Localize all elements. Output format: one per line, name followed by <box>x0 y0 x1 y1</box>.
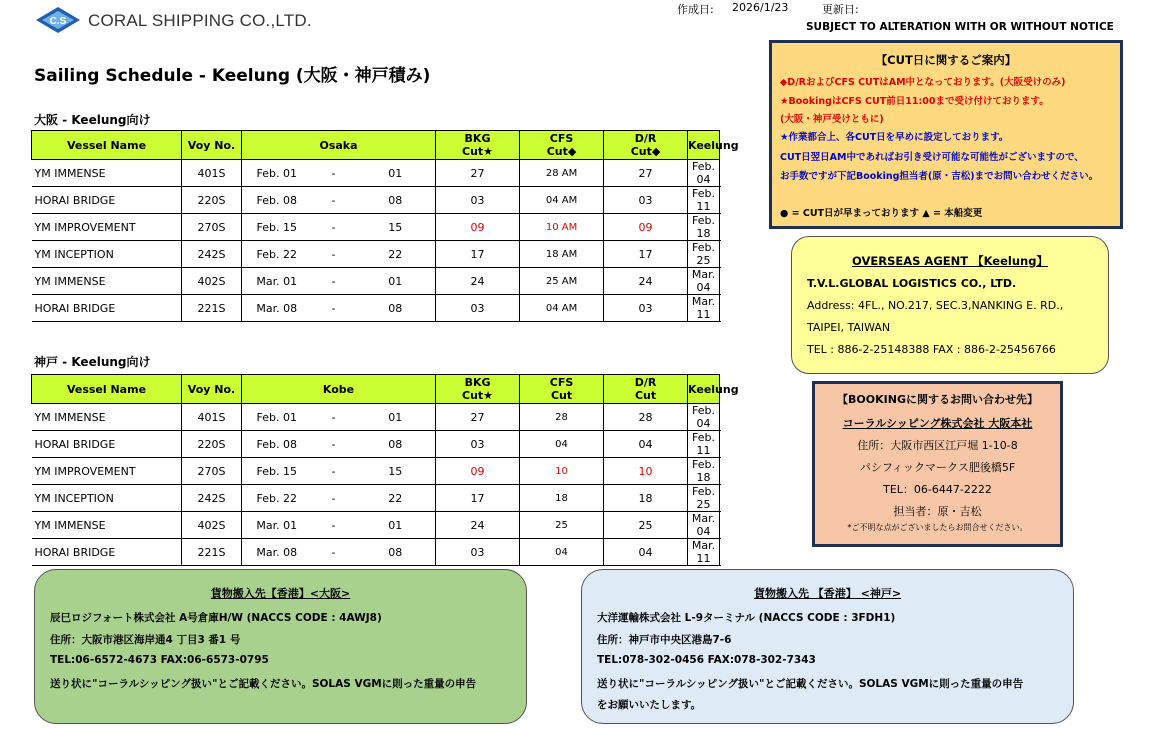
created-label: 作成日: <box>677 3 714 16</box>
vessel-name-cell: HORAI BRIDGE <box>32 431 182 458</box>
company-name: CORAL SHIPPING CO.,LTD. <box>88 11 312 30</box>
booking-contact-box <box>812 381 1063 547</box>
dr-cut-cell: 03 <box>604 187 688 214</box>
dr-cut-label: D/R Cut◆ <box>630 132 661 158</box>
departure-day-cell: 22 <box>356 241 436 268</box>
col-keelung: Keelung <box>688 375 720 404</box>
kobe-destination-title: 貨物搬入先 【香港】 <神戸> <box>753 587 902 600</box>
booking-contact-person: 担当者：原・吉松 <box>893 505 982 518</box>
table-row <box>32 431 720 458</box>
cfs-cut-cell: 25 AM <box>520 268 604 295</box>
logo-letters: C.S <box>49 16 67 27</box>
dr-cut-cell: 25 <box>604 512 688 539</box>
vessel-name-cell: HORAI BRIDGE <box>32 295 182 322</box>
keelung-arrival-cell: Feb. 04 <box>688 160 720 187</box>
departure-date-cell: Mar. 08 <box>242 295 312 322</box>
col-port: Kobe <box>242 375 436 404</box>
table-row <box>32 539 720 566</box>
departure-date-cell: Feb. 15 <box>242 458 312 485</box>
cfs-cut-cell: 10 <box>520 458 604 485</box>
table-row <box>32 458 720 485</box>
vessel-name-cell: YM IMMENSE <box>32 512 182 539</box>
dr-cut-cell: 28 <box>604 404 688 431</box>
departure-day-cell: 15 <box>356 458 436 485</box>
vessel-name-cell: YM INCEPTION <box>32 485 182 512</box>
alteration-notice: SUBJECT TO ALTERATION WITH OR WITHOUT NOTICE <box>806 21 1114 33</box>
kobe-schedule-table <box>31 374 739 566</box>
voy-no-cell: 220S <box>182 187 242 214</box>
osaka-destination-address: 住所：大阪市港区海岸通4 丁目3 番1 号 <box>50 634 241 646</box>
osaka-destination-title: 貨物搬入先【香港】<大阪> <box>210 587 351 600</box>
company-logo-icon <box>36 7 80 33</box>
agent-address: Address: 4FL., NO.217, SEC.3,NANKING E. RD., <box>807 299 1064 312</box>
osaka-destination-note: 送り状に"コーラルシッピング扱い"とご記載ください。SOLAS VGMに則った重量の申告 <box>50 678 477 690</box>
agent-title: OVERSEAS AGENT 【Keelung】 <box>852 254 1048 268</box>
kobe-section-title: 神戸 - Keelung向け <box>34 355 151 369</box>
departure-day-cell: 22 <box>356 485 436 512</box>
departure-day-cell: 01 <box>356 268 436 295</box>
bkg-cut-cell: 03 <box>436 187 520 214</box>
cut-info-line: ◆D/RおよびCFS CUTはAM中となっております。(大阪受けのみ) <box>780 77 1066 88</box>
table-row <box>32 160 720 187</box>
cfs-cut-cell: 18 <box>520 485 604 512</box>
voy-no-cell: 220S <box>182 431 242 458</box>
col-cfs-cut <box>520 131 604 160</box>
overseas-agent-box <box>791 236 1109 374</box>
departure-date-cell: Feb. 08 <box>242 431 312 458</box>
col-dr-cut <box>604 131 688 160</box>
agent-name: T.V.L.GLOBAL LOGISTICS CO., LTD. <box>807 277 1017 290</box>
col-cfs-cut <box>520 375 604 404</box>
voy-no-cell: 401S <box>182 404 242 431</box>
col-keelung: Keelung <box>688 131 720 160</box>
table-row <box>32 512 720 539</box>
voy-no-cell: 270S <box>182 458 242 485</box>
vessel-name-cell: YM IMPROVEMENT <box>32 458 182 485</box>
bkg-cut-label: BKG Cut★ <box>462 376 494 402</box>
col-vessel-name: Vessel Name <box>32 375 182 404</box>
departure-day-cell: 08 <box>356 295 436 322</box>
date-separator-cell: - <box>312 268 356 295</box>
departure-date-cell: Feb. 08 <box>242 187 312 214</box>
created-date: 2026/1/23 <box>732 1 789 14</box>
table-row <box>32 295 720 322</box>
voy-no-cell: 242S <box>182 241 242 268</box>
bkg-cut-label: BKG Cut★ <box>462 132 494 158</box>
cfs-cut-cell: 28 AM <box>520 160 604 187</box>
date-separator-cell: - <box>312 485 356 512</box>
bkg-cut-cell: 09 <box>436 214 520 241</box>
dr-cut-cell: 03 <box>604 295 688 322</box>
date-separator-cell: - <box>312 241 356 268</box>
keelung-arrival-cell: Mar. 04 <box>688 512 720 539</box>
bkg-cut-cell: 03 <box>436 431 520 458</box>
kobe-destination-phone: TEL:078-302-0456 FAX:078-302-7343 <box>597 654 816 666</box>
table-row <box>32 241 720 268</box>
cfs-cut-cell: 28 <box>520 404 604 431</box>
vessel-name-cell: YM IMMENSE <box>32 160 182 187</box>
cut-legend: ● = CUT日が早まっております ▲ = 本船変更 <box>780 208 983 219</box>
vessel-name-cell: YM IMMENSE <box>32 404 182 431</box>
keelung-arrival-cell: Feb. 18 <box>688 214 720 241</box>
col-dr-cut <box>604 375 688 404</box>
bkg-cut-cell: 17 <box>436 485 520 512</box>
osaka-destination-phone: TEL:06-6572-4673 FAX:06-6573-0795 <box>50 654 269 666</box>
cfs-cut-cell: 04 <box>520 539 604 566</box>
cfs-cut-cell: 25 <box>520 512 604 539</box>
cfs-cut-cell: 18 AM <box>520 241 604 268</box>
date-separator-cell: - <box>312 187 356 214</box>
cut-info-box <box>769 40 1123 229</box>
booking-title: 【BOOKINGに関するお問い合わせ先】 <box>837 393 1038 406</box>
dr-cut-cell: 27 <box>604 160 688 187</box>
keelung-arrival-cell: Mar. 11 <box>688 295 720 322</box>
dr-cut-label: D/R Cut <box>634 376 657 402</box>
kobe-destination-company: 大洋運輸株式会社 L-9ターミナル (NACCS CODE : 3FDH1) <box>597 612 896 624</box>
col-vessel-name: Vessel Name <box>32 131 182 160</box>
cut-info-title: 【CUT日に関するご案内】 <box>875 53 1017 67</box>
osaka-destination-box <box>34 569 527 724</box>
departure-date-cell: Feb. 22 <box>242 485 312 512</box>
departure-day-cell: 01 <box>356 160 436 187</box>
table-row <box>32 268 720 295</box>
table-row <box>32 187 720 214</box>
osaka-destination-company: 辰巳ロジフォート株式会社 A号倉庫H/W (NACCS CODE : 4AWJ8) <box>50 612 382 624</box>
keelung-arrival-cell: Mar. 11 <box>688 539 720 566</box>
cut-info-line: お手数ですが下記Booking担当者(原・吉松)までお問い合わせください。 <box>780 171 1099 182</box>
booking-company: コーラルシッピング株式会社 大阪本社 <box>842 417 1033 430</box>
col-bkg-cut <box>436 131 520 160</box>
date-separator-cell: - <box>312 539 356 566</box>
bkg-cut-cell: 09 <box>436 458 520 485</box>
voy-no-cell: 221S <box>182 295 242 322</box>
cfs-cut-cell: 10 AM <box>520 214 604 241</box>
dr-cut-cell: 09 <box>604 214 688 241</box>
voy-no-cell: 242S <box>182 485 242 512</box>
osaka-schedule-table <box>31 130 739 322</box>
date-separator-cell: - <box>312 431 356 458</box>
table-row <box>32 485 720 512</box>
keelung-arrival-cell: Feb. 04 <box>688 404 720 431</box>
voy-no-cell: 270S <box>182 214 242 241</box>
date-separator-cell: - <box>312 214 356 241</box>
departure-day-cell: 08 <box>356 431 436 458</box>
kobe-destination-address: 住所：神戸市中央区港島7-6 <box>597 634 732 646</box>
osaka-section-title: 大阪 - Keelung向け <box>34 113 151 127</box>
bkg-cut-cell: 27 <box>436 404 520 431</box>
bkg-cut-cell: 17 <box>436 241 520 268</box>
keelung-arrival-cell: Feb. 11 <box>688 187 720 214</box>
bkg-cut-cell: 24 <box>436 268 520 295</box>
departure-day-cell: 01 <box>356 512 436 539</box>
bkg-cut-cell: 24 <box>436 512 520 539</box>
keelung-arrival-cell: Mar. 04 <box>688 268 720 295</box>
col-voy-no: Voy No. <box>182 375 242 404</box>
cfs-cut-cell: 04 AM <box>520 295 604 322</box>
cfs-cut-label: CFS Cut◆ <box>546 132 577 158</box>
dr-cut-cell: 04 <box>604 431 688 458</box>
kobe-destination-box <box>581 569 1074 724</box>
date-separator-cell: - <box>312 160 356 187</box>
vessel-name-cell: HORAI BRIDGE <box>32 187 182 214</box>
booking-note: *ご不明な点がございましたらお問合せください。 <box>847 523 1028 532</box>
booking-phone: TEL：06-6447-2222 <box>883 483 992 496</box>
date-separator-cell: - <box>312 512 356 539</box>
departure-date-cell: Mar. 01 <box>242 512 312 539</box>
kobe-destination-note-cont: をお願いいたします。 <box>597 699 702 711</box>
departure-date-cell: Feb. 15 <box>242 214 312 241</box>
bkg-cut-cell: 03 <box>436 295 520 322</box>
table-row <box>32 214 720 241</box>
dr-cut-cell: 17 <box>604 241 688 268</box>
cfs-cut-cell: 04 AM <box>520 187 604 214</box>
vessel-name-cell: YM IMPROVEMENT <box>32 214 182 241</box>
date-separator-cell: - <box>312 295 356 322</box>
bkg-cut-cell: 27 <box>436 160 520 187</box>
date-separator-cell: - <box>312 404 356 431</box>
cfs-cut-cell: 04 <box>520 431 604 458</box>
departure-date-cell: Feb. 01 <box>242 404 312 431</box>
booking-address: 住所：大阪市西区江戸堀 1-10-8 <box>857 439 1018 452</box>
date-separator-cell: - <box>312 458 356 485</box>
keelung-arrival-cell: Feb. 25 <box>688 241 720 268</box>
col-bkg-cut <box>436 375 520 404</box>
cut-info-line: ★BookingはCFS CUT前日11:00まで受け付けております。 <box>780 96 1049 107</box>
table-row <box>32 404 720 431</box>
departure-date-cell: Mar. 08 <box>242 539 312 566</box>
agent-phone: TEL : 886-2-25148388 FAX : 886-2-25456766 <box>807 343 1056 356</box>
booking-address-building: パシフィックマークス肥後橋5F <box>859 461 1016 474</box>
col-port: Osaka <box>242 131 436 160</box>
col-voy-no: Voy No. <box>182 131 242 160</box>
page-title: Sailing Schedule - Keelung (大阪・神戸積み) <box>34 66 431 86</box>
departure-day-cell: 08 <box>356 539 436 566</box>
kobe-destination-note: 送り状に"コーラルシッピング扱い"とご記載ください。SOLAS VGMに則った重量の申告 <box>597 678 1024 690</box>
dr-cut-cell: 10 <box>604 458 688 485</box>
departure-day-cell: 15 <box>356 214 436 241</box>
departure-day-cell: 01 <box>356 404 436 431</box>
departure-date-cell: Mar. 01 <box>242 268 312 295</box>
departure-date-cell: Feb. 01 <box>242 160 312 187</box>
cut-info-line: CUT日翌日AM中であればお引き受け可能な可能性がございますので、 <box>780 152 1084 163</box>
dr-cut-cell: 24 <box>604 268 688 295</box>
agent-address-city: TAIPEI, TAIWAN <box>807 321 891 334</box>
cut-info-line: ★作業都合上、各CUT日を早めに設定しております。 <box>780 132 1009 143</box>
departure-date-cell: Feb. 22 <box>242 241 312 268</box>
dr-cut-cell: 18 <box>604 485 688 512</box>
updated-label: 更新日: <box>822 3 859 16</box>
bkg-cut-cell: 03 <box>436 539 520 566</box>
cut-info-line: (大阪・神戸受けともに) <box>780 114 884 125</box>
vessel-name-cell: YM IMMENSE <box>32 268 182 295</box>
dr-cut-cell: 04 <box>604 539 688 566</box>
voy-no-cell: 221S <box>182 539 242 566</box>
vessel-name-cell: HORAI BRIDGE <box>32 539 182 566</box>
vessel-name-cell: YM INCEPTION <box>32 241 182 268</box>
voy-no-cell: 401S <box>182 160 242 187</box>
voy-no-cell: 402S <box>182 268 242 295</box>
keelung-arrival-cell: Feb. 18 <box>688 458 720 485</box>
keelung-arrival-cell: Feb. 25 <box>688 485 720 512</box>
cfs-cut-label: CFS Cut <box>549 376 574 402</box>
voy-no-cell: 402S <box>182 512 242 539</box>
departure-day-cell: 08 <box>356 187 436 214</box>
keelung-arrival-cell: Feb. 11 <box>688 431 720 458</box>
